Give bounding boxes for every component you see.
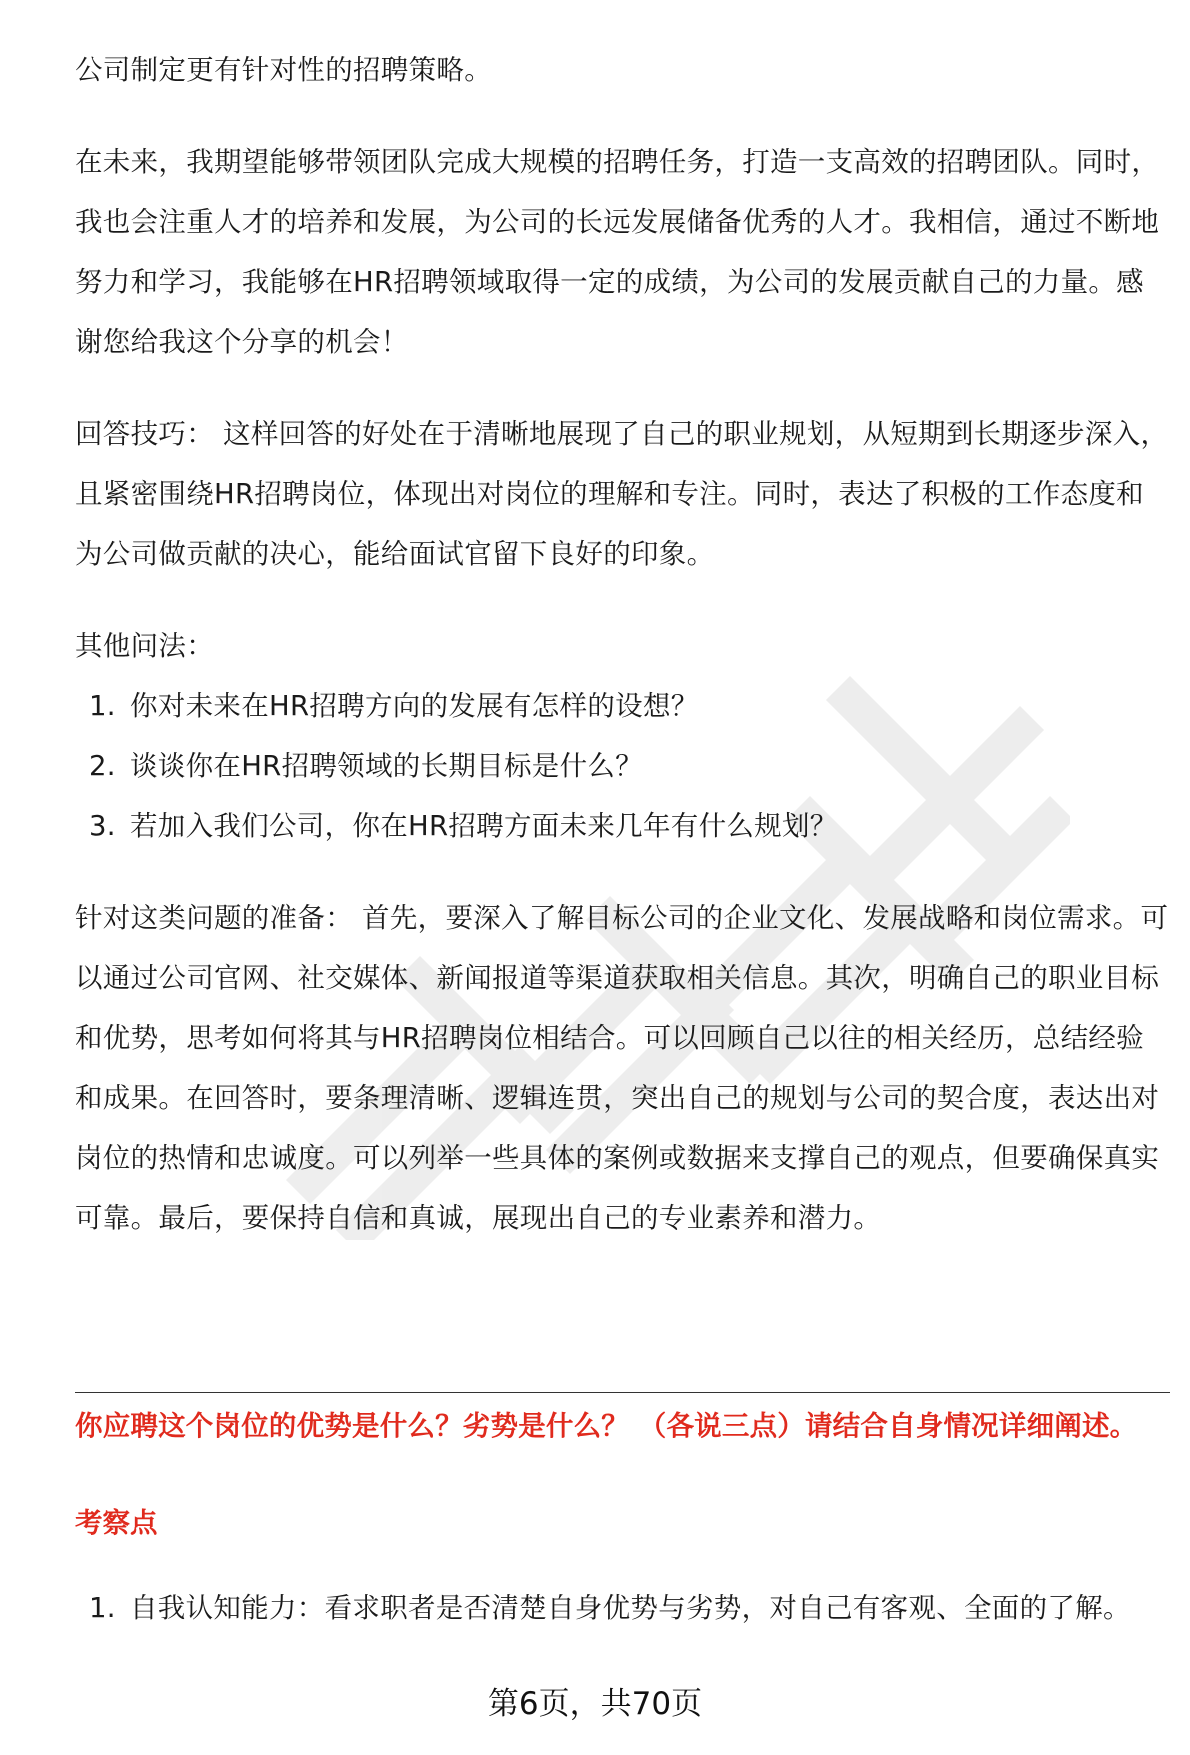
other-questions-list [75, 676, 1170, 856]
preparation-paragraph: 针对这类问题的准备： 首先，要深入了解目标公司的企业文化、发展战略和岗位需求。可以通过公司官网、社交媒体、新闻报道等渠道获取相关信息。其次，明确自己的职业目标和优势，思考如何将其与HR招聘岗位相结合。可以回顾自己以往的相关经历，总结经验和成果。在回答时，要条理清晰、逻辑连贯，突出自己的规划与公司的契合度，表达出对岗位的热情和忠诚度。可以列举一些具体的案例或数据来支撑自己的观点，但要确保真实可靠。最后，要保持自信和真诚，展现出自己的专业素养和潜力。 [75, 902, 1169, 1234]
list-item [75, 1578, 1170, 1638]
list-item [75, 796, 1170, 856]
section-divider [75, 1392, 1170, 1393]
list-text: 谈谈你在HR招聘领域的长期目标是什么？ [130, 750, 643, 782]
question-heading: 你应聘这个岗位的优势是什么？劣势是什么？ （各说三点）请结合自身情况详细阐述。 [75, 1410, 1138, 1442]
list-number: 2. [89, 750, 116, 782]
list-text: 自我认知能力：看求职者是否清楚自身优势与劣势，对自己有客观、全面的了解。 [130, 1592, 1131, 1624]
assessment-points-list [75, 1578, 1170, 1638]
list-item [75, 676, 1170, 736]
document-body [75, 40, 1170, 1248]
assessment-points-heading: 考察点 [75, 1507, 158, 1539]
list-text: 若加入我们公司，你在HR招聘方面未来几年有什么规划？ [130, 810, 838, 842]
list-number: 1. [89, 690, 116, 722]
list-number: 1. [89, 1592, 116, 1624]
list-text: 你对未来在HR招聘方向的发展有怎样的设想？ [130, 690, 699, 722]
list-number: 3. [89, 810, 116, 842]
intro-line: 公司制定更有针对性的招聘策略。 [75, 54, 492, 86]
page-footer: 第6页，共70页 [487, 1686, 703, 1722]
future-paragraph: 在未来，我期望能够带领团队完成大规模的招聘任务，打造一支高效的招聘团队。同时，我也会注重人才的培养和发展，为公司的长远发展储备优秀的人才。我相信，通过不断地努力和学习，我能够在HR招聘领域取得一定的成绩，为公司的发展贡献自己的力量。感谢您给我这个分享的机会！ [75, 146, 1160, 358]
tips-paragraph: 回答技巧： 这样回答的好处在于清晰地展现了自己的职业规划，从短期到长期逐步深入，且紧密围绕HR招聘岗位，体现出对岗位的理解和专注。同时，表达了积极的工作态度和为公司做贡献的决心，能给面试官留下良好的印象。 [75, 418, 1169, 570]
other-questions-label: 其他问法： [75, 630, 214, 662]
list-item [75, 736, 1170, 796]
